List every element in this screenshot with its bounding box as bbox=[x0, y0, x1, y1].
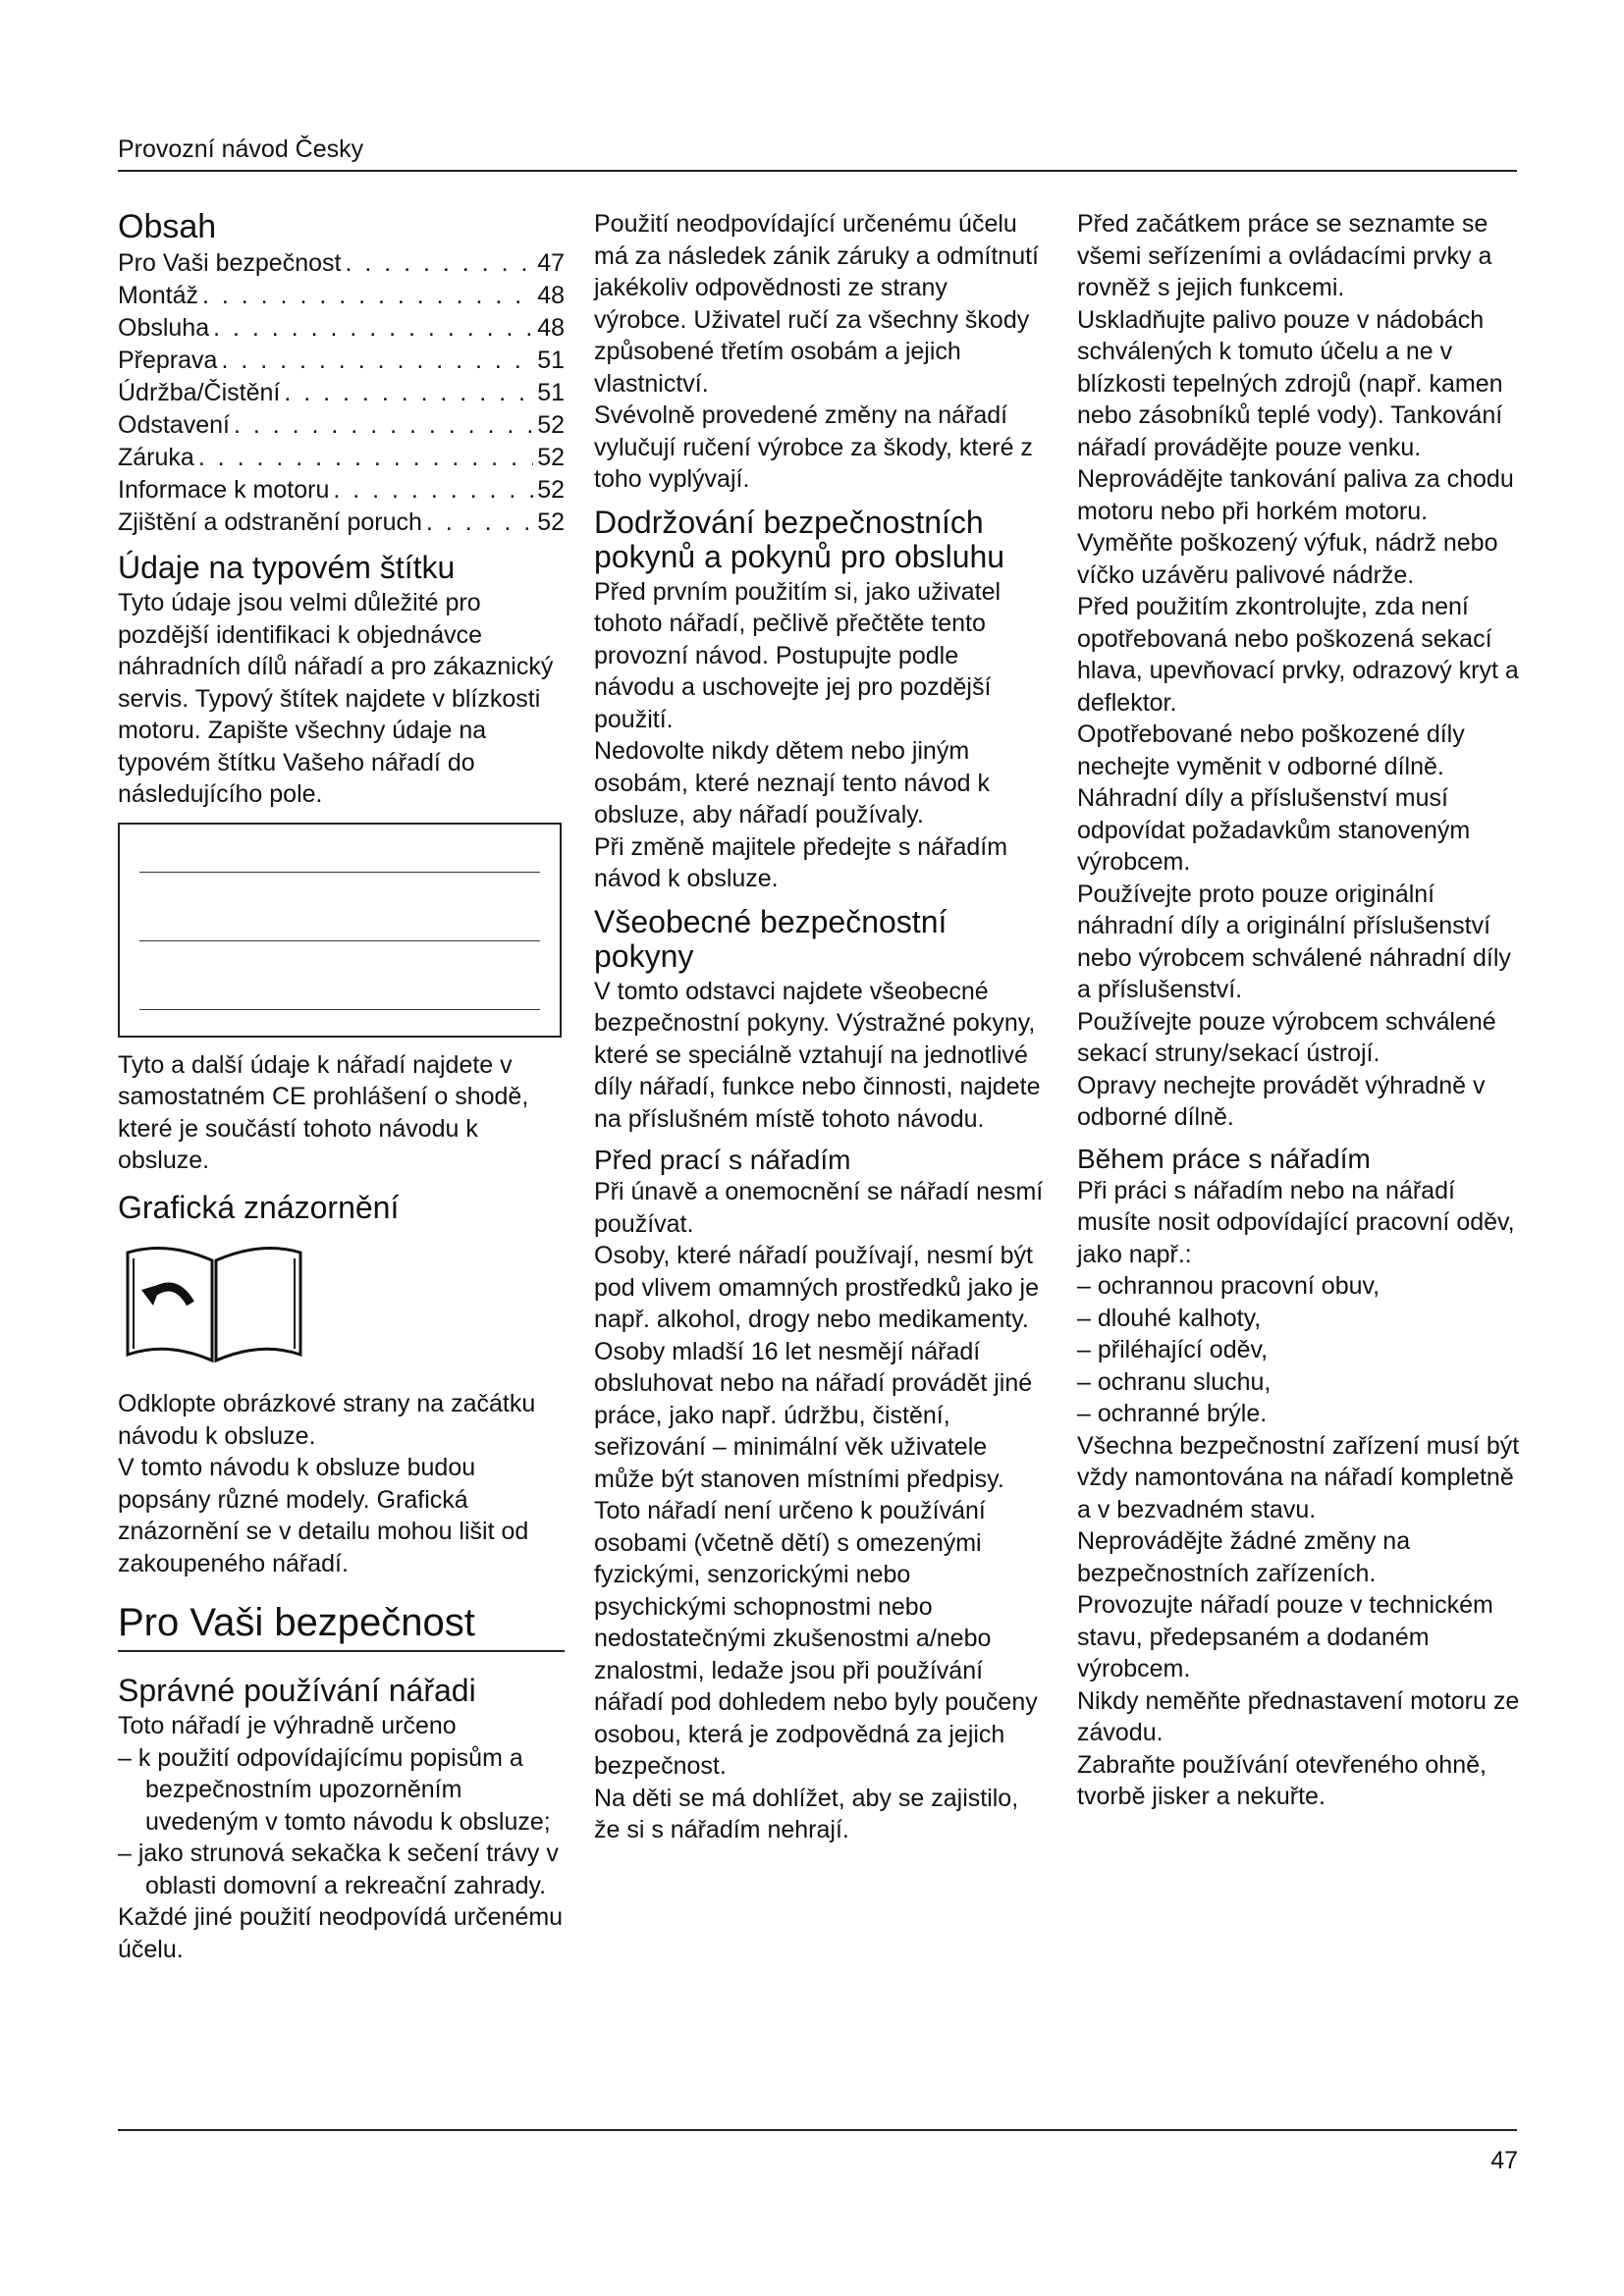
instructions-heading: Dodržování bezpečnostních pokynů a pokynů pro obsluhu bbox=[594, 504, 1005, 574]
paragraph: Osoby mladší 16 let nesmějí nářadí obsluhovat nebo na nářadí provádět jiné práce, jako např. údržbu, čistění, seřizování – minimální věk uživatele může být stanoven místními předpisy. bbox=[594, 1337, 1033, 1493]
list-item: – přiléhající oděv, bbox=[1077, 1334, 1524, 1366]
toc-entry-label: Odstavení bbox=[118, 411, 230, 439]
paragraph: Náhradní díly a příslušenství musí odpovídat požadavkům stanoveným výrobcem. bbox=[1077, 784, 1471, 876]
toc-entry-page: 52 bbox=[537, 476, 565, 504]
clothing-list bbox=[1077, 1270, 1524, 1430]
table-of-contents bbox=[118, 247, 565, 539]
paragraph: Opravy nechejte provádět výhradně v odborné dílně. bbox=[1077, 1071, 1486, 1131]
toc-leader-dots bbox=[333, 474, 533, 507]
toc-entry-label: Zjištění a odstranění poruch bbox=[118, 508, 422, 536]
paragraph: Před prvním použitím si, jako uživatel tohoto nářadí, pečlivě přečtěte tento provozní návod. Postupujte podle návodu a uschovejte jej pro pozdější použití. bbox=[594, 577, 1001, 733]
paragraph: Osoby, které nářadí používají, nesmí být pod vlivem omamných prostředků jako je např. alkohol, drogy nebo medikamenty. bbox=[594, 1242, 1039, 1333]
toc-entry bbox=[118, 280, 565, 312]
list-item: – ochrannou pracovní obuv, bbox=[1077, 1270, 1524, 1303]
toc-leader-dots bbox=[198, 442, 533, 474]
toc-entry-page: 52 bbox=[537, 444, 565, 471]
graphics-text-1: Odklopte obrázkové strany na začátku návodu k obsluze. bbox=[118, 1390, 536, 1450]
column-2 bbox=[594, 208, 1046, 1846]
list-item: – ochranu sluchu, bbox=[1077, 1366, 1524, 1399]
paragraph: V tomto odstavci najdete všeobecné bezpečnostní pokyny. Výstražné pokyny, které se speciálně vztahují na jednotlivé díly nářadí, funkce nebo činnosti, najdete na příslušném místě tohoto návodu. bbox=[594, 977, 1041, 1133]
toc-entry-label: Informace k motoru bbox=[118, 476, 330, 504]
toc-leader-dots bbox=[284, 377, 533, 409]
toc-leader-dots bbox=[345, 247, 533, 280]
toc-entry-page: 47 bbox=[537, 249, 565, 277]
paragraph: Při změně majitele předejte s nářadím návod k obsluze. bbox=[594, 832, 1008, 892]
toc-entry-label: Údržba/Čistění bbox=[118, 379, 281, 406]
toc-entry bbox=[118, 507, 565, 539]
toc-leader-dots bbox=[426, 507, 533, 539]
toc-entry-label: Přeprava bbox=[118, 347, 218, 374]
toc-leader-dots bbox=[221, 345, 533, 377]
paragraph: Svévolně provedené změny na nářadí vylučují ručení výrobce za škody, které z toho vyplývají. bbox=[594, 401, 1033, 493]
footer-rule bbox=[118, 2129, 1517, 2131]
column-3 bbox=[1077, 208, 1524, 1813]
toc-entry bbox=[118, 312, 565, 345]
toc-entry-page: 48 bbox=[537, 314, 565, 342]
toc-leader-dots bbox=[202, 280, 533, 312]
rating-plate-heading: Údaje na typovém štítku bbox=[118, 550, 456, 585]
toc-entry bbox=[118, 345, 565, 377]
plate-field-line bbox=[139, 940, 540, 941]
toc-entry-label: Záruka bbox=[118, 444, 194, 471]
toc-entry bbox=[118, 409, 565, 442]
paragraph: Nikdy neměňte přednastavení motoru ze závodu. bbox=[1077, 1686, 1520, 1746]
toc-entry bbox=[118, 377, 565, 409]
toc-leader-dots bbox=[234, 409, 533, 442]
list-item: – k použití odpovídajícímu popisům a bezpečnostním upozorněním uvedeným v tomto návodu k obsluze; bbox=[118, 1742, 565, 1839]
toc-title: Obsah bbox=[118, 208, 217, 245]
paragraph: Toto nářadí není určeno k používání osobami (včetně dětí) s omezenými fyzickými, senzorickými nebo psychickými schopnostmi nebo nedostatečnými zkušenostmi a/nebo znalostmi, ledaže jsou při používání nářadí pod dohledem nebo byly poučeny osobou, která je zodpovědná za jejich bezpečnost. bbox=[594, 1497, 1038, 1780]
toc-entry-page: 52 bbox=[537, 508, 565, 536]
rating-plate-text: Tyto údaje jsou velmi důležité pro pozdější identifikaci k objednávce náhradních dílů nářadí a pro zákaznický servis. Typový štítek najdete v blízkosti motoru. Zapište všechny údaje na typovém štítku Vašeho nářadí do následujícího pole. bbox=[118, 589, 554, 808]
paragraph: Při práci s nářadím nebo na nářadí musíte nosit odpovídající pracovní oděv, jako např.: bbox=[1077, 1176, 1515, 1268]
safety-section-title: Pro Vaši bezpečnost bbox=[118, 1599, 565, 1652]
paragraph: Použití neodpovídající určenému účelu má za následek zánik záruky a odmítnutí jakékoliv odpovědnosti ze strany výrobce. Uživatel ručí za všechny škody způsobené třetím osobám a jejich vlastnictví. bbox=[594, 210, 1040, 398]
running-header: Provozní návod Česky bbox=[118, 135, 364, 163]
toc-entry-page: 51 bbox=[537, 379, 565, 406]
general-safety-heading: Všeobecné bezpečnostní pokyny bbox=[594, 903, 947, 974]
toc-entry bbox=[118, 247, 565, 280]
rating-plate-fields bbox=[118, 823, 562, 1038]
toc-entry-label: Montáž bbox=[118, 282, 198, 309]
list-item: – dlouhé kalhoty, bbox=[1077, 1303, 1524, 1335]
paragraph: Při únavě a onemocnění se nářadí nesmí používat. bbox=[594, 1178, 1044, 1238]
ce-declaration-text: Tyto a další údaje k nářadí najdete v samostatném CE prohlášení o shodě, které je součástí tohoto návodu k obsluze. bbox=[118, 1050, 529, 1174]
toc-entry bbox=[118, 442, 565, 474]
paragraph: Používejte proto pouze originální náhradní díly a originální příslušenství nebo výrobcem schválené náhradní díly a příslušenství. bbox=[1077, 880, 1511, 1003]
paragraph: Provozujte nářadí pouze v technickém stavu, předepsaném a dodaném výrobcem. bbox=[1077, 1591, 1493, 1682]
paragraph: Neprovádějte tankování paliva za chodu motoru nebo při horkém motoru. bbox=[1077, 465, 1514, 525]
during-work-heading: Během práce s nářadím bbox=[1077, 1143, 1371, 1174]
paragraph: Před použitím zkontrolujte, zda není opotřebovaná nebo poškozená sekací hlava, upevňovací prvky, odrazový kryt a deflektor. bbox=[1077, 593, 1519, 717]
open-book-icon bbox=[118, 1235, 565, 1381]
toc-entry-page: 52 bbox=[537, 411, 565, 439]
list-item: – ochranné brýle. bbox=[1077, 1398, 1524, 1430]
graphics-heading: Grafická znázornění bbox=[118, 1189, 400, 1225]
list-item: – jako strunová sekačka k sečení trávy v oblasti domovní a rekreační zahrady. bbox=[118, 1838, 565, 1901]
paragraph: Nedovolte nikdy dětem nebo jiným osobám, které neznají tento návod k obsluze, aby nářadí používaly. bbox=[594, 737, 991, 828]
proper-use-outro: Každé jiné použití neodpovídá určenému účelu. bbox=[118, 1903, 564, 1963]
proper-use-intro: Toto nářadí je výhradně určeno bbox=[118, 1712, 457, 1739]
paragraph: Na děti se má dohlížet, aby se zajistilo, že si s nářadím nehrají. bbox=[594, 1784, 1019, 1843]
page-number: 47 bbox=[1490, 2147, 1518, 2174]
paragraph: Před začátkem práce se seznamte se všemi seřízeními a ovládacími prvky a rovněž s jejich funkcemi. bbox=[1077, 210, 1492, 301]
toc-entry-page: 48 bbox=[537, 282, 565, 309]
plate-field-line bbox=[139, 872, 540, 873]
graphics-text-2: V tomto návodu k obsluze budou popsány různé modely. Grafická znázornění se v detailu mohou lišit od zakoupeného nářadí. bbox=[118, 1454, 529, 1577]
paragraph: Zabraňte používání otevřeného ohně, tvorbě jisker a nekuřte. bbox=[1077, 1750, 1487, 1810]
before-work-heading: Před prací s nářadím bbox=[594, 1145, 851, 1175]
proper-use-heading: Správné používání nářadi bbox=[118, 1673, 476, 1708]
paragraph: Neprovádějte žádné změny na bezpečnostních zařízeních. bbox=[1077, 1527, 1411, 1587]
toc-leader-dots bbox=[213, 312, 533, 345]
paragraph: Používejte pouze výrobcem schválené sekací struny/sekací ústrojí. bbox=[1077, 1007, 1496, 1067]
paragraph: Uskladňujte palivo pouze v nádobách schválených k tomuto účelu a ne v blízkosti tepelných zdrojů (např. kamen nebo zásobníků teplé vody). Tankování nářadí provádějte pouze venku. bbox=[1077, 305, 1503, 461]
toc-entry bbox=[118, 474, 565, 507]
proper-use-list bbox=[118, 1742, 565, 1902]
toc-entry-label: Obsluha bbox=[118, 314, 210, 342]
paragraph: Vyměňte poškozený výfuk, nádrž nebo víčko uzávěru palivové nádrže. bbox=[1077, 529, 1498, 589]
plate-field-line bbox=[139, 1009, 540, 1010]
column-1 bbox=[118, 208, 565, 1965]
toc-entry-label: Pro Vaši bezpečnost bbox=[118, 249, 342, 277]
header-rule bbox=[118, 170, 1517, 172]
toc-entry-page: 51 bbox=[537, 347, 565, 374]
paragraph: Všechna bezpečnostní zařízení musí být vždy namontována na nářadí kompletně a v bezvadném stavu. bbox=[1077, 1431, 1520, 1523]
paragraph: Opotřebované nebo poškozené díly nechejte vyměnit v odborné dílně. bbox=[1077, 721, 1465, 780]
